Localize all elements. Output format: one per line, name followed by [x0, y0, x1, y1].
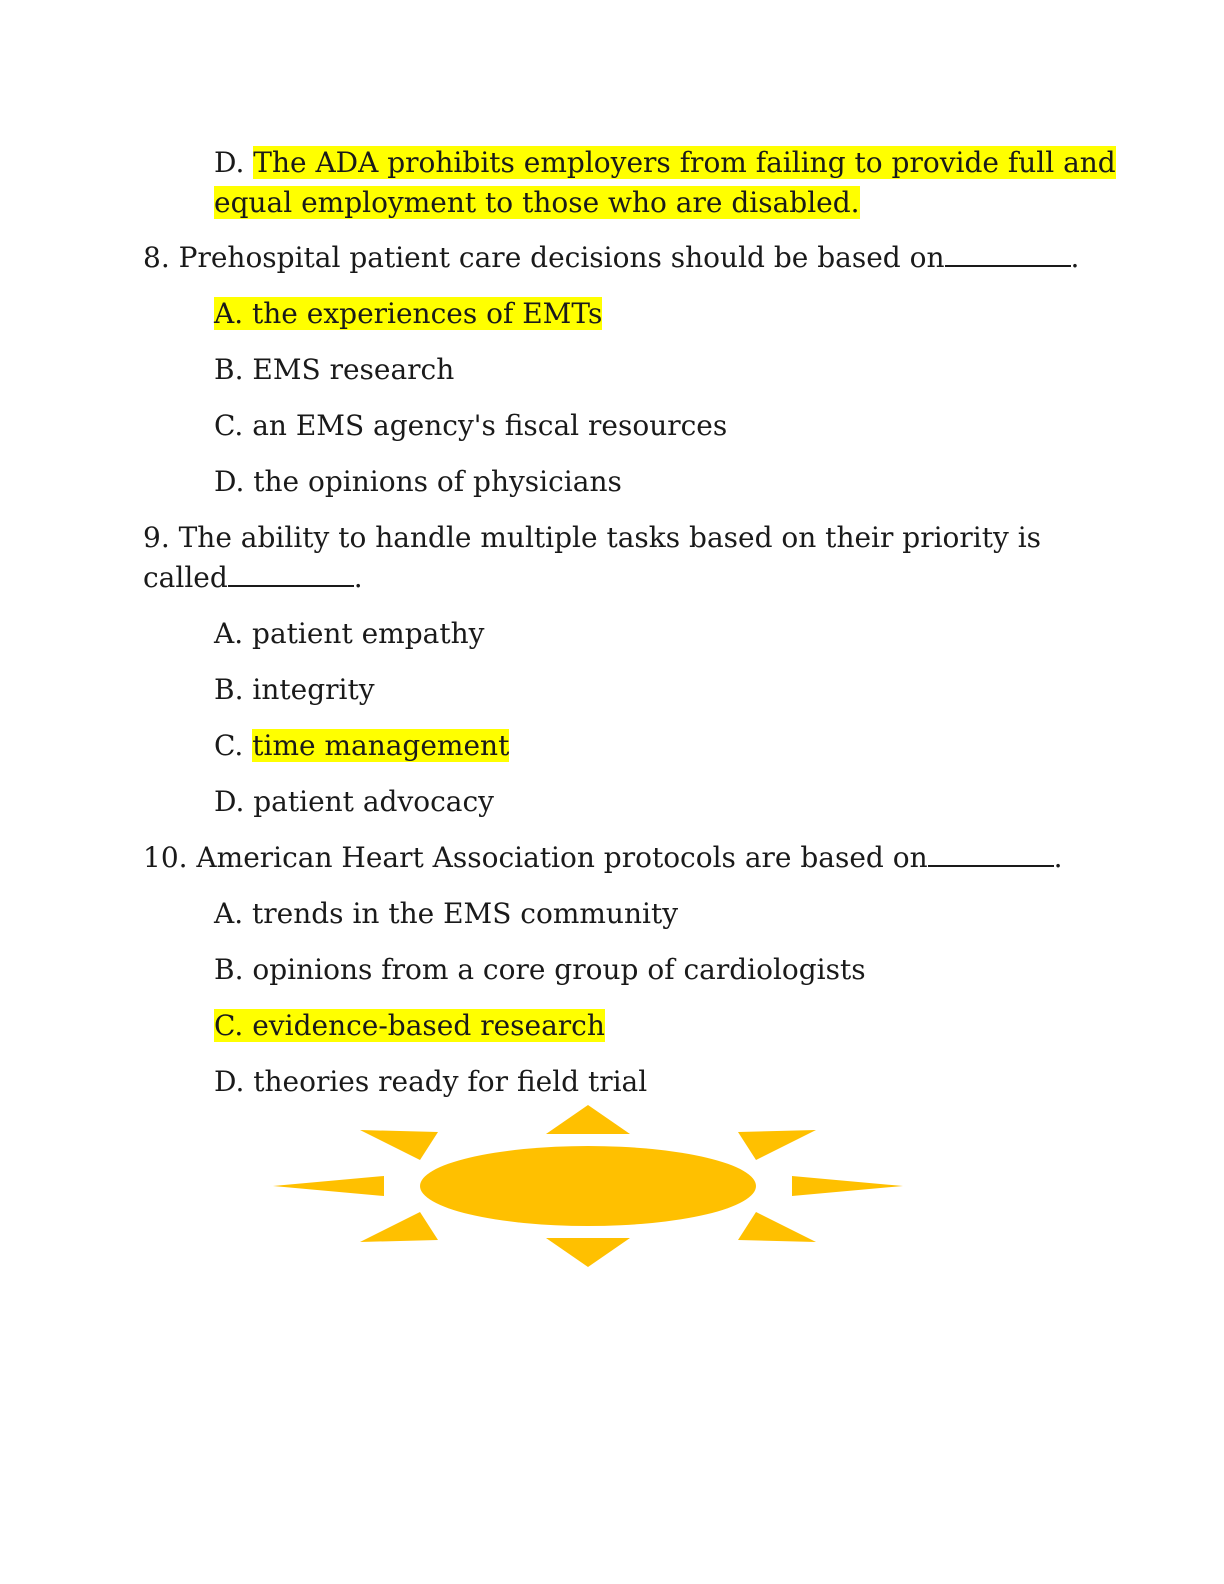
sun-ray-top-right — [738, 1130, 816, 1160]
q10-option-d: D. theories ready for field trial — [214, 1065, 648, 1098]
q8-answer-blank — [945, 239, 1071, 267]
sun-ray-left — [273, 1176, 384, 1196]
q8-stem-text: 8. Prehospital patient care decisions should be based on — [143, 241, 945, 274]
sun-icon — [270, 1100, 910, 1272]
q9-option-c — [214, 726, 509, 766]
q10-option-c — [214, 1006, 605, 1046]
q10-stem — [143, 838, 1063, 878]
q7-option-d-label: D. — [214, 146, 245, 179]
sun-ray-bottom-right — [738, 1212, 816, 1242]
q8-option-c: C. an EMS agency's fiscal resources — [214, 409, 728, 442]
q7-option-d-text-line1: The ADA prohibits employers from failing to provide full and — [253, 146, 1116, 179]
q10-stem-end: . — [1053, 841, 1063, 874]
q10-answer-blank — [928, 839, 1054, 867]
q9-option-a: A. patient empathy — [214, 617, 485, 650]
q8-option-b: B. EMS research — [214, 353, 455, 386]
q9-stem-line2 — [143, 558, 363, 598]
sun-ray-top — [546, 1105, 630, 1134]
q9-stem-text: called — [143, 561, 228, 594]
sun-ray-bottom-left — [360, 1212, 438, 1242]
q9-option-c-text: time management — [252, 729, 510, 762]
q8-stem-end: . — [1070, 241, 1080, 274]
sun-ray-bottom — [546, 1238, 630, 1267]
q10-stem-text: 10. American Heart Association protocols are based on — [143, 841, 928, 874]
q9-answer-blank — [228, 559, 354, 587]
q9-option-c-label: C. — [214, 729, 244, 762]
q8-option-a — [214, 294, 602, 334]
q9-stem-end: . — [353, 561, 363, 594]
sun-core — [420, 1146, 756, 1226]
q7-option-d-continued — [214, 183, 860, 223]
sun-ray-right — [792, 1176, 903, 1196]
q8-stem — [143, 238, 1079, 278]
q10-option-b: B. opinions from a core group of cardiologists — [214, 953, 866, 986]
q9-option-d: D. patient advocacy — [214, 785, 494, 818]
q9-stem-line1: 9. The ability to handle multiple tasks based on their priority is — [143, 521, 1042, 554]
q8-option-d: D. the opinions of physicians — [214, 465, 622, 498]
q10-option-c-text: C. evidence-based research — [214, 1009, 605, 1042]
q8-option-a-text: A. the experiences of EMTs — [214, 297, 603, 330]
q7-option-d — [214, 143, 1116, 183]
q7-option-d-text-line2: equal employment to those who are disabled. — [214, 186, 860, 219]
q10-option-a: A. trends in the EMS community — [214, 897, 679, 930]
q9-option-b: B. integrity — [214, 673, 375, 706]
sun-ray-top-left — [360, 1130, 438, 1160]
